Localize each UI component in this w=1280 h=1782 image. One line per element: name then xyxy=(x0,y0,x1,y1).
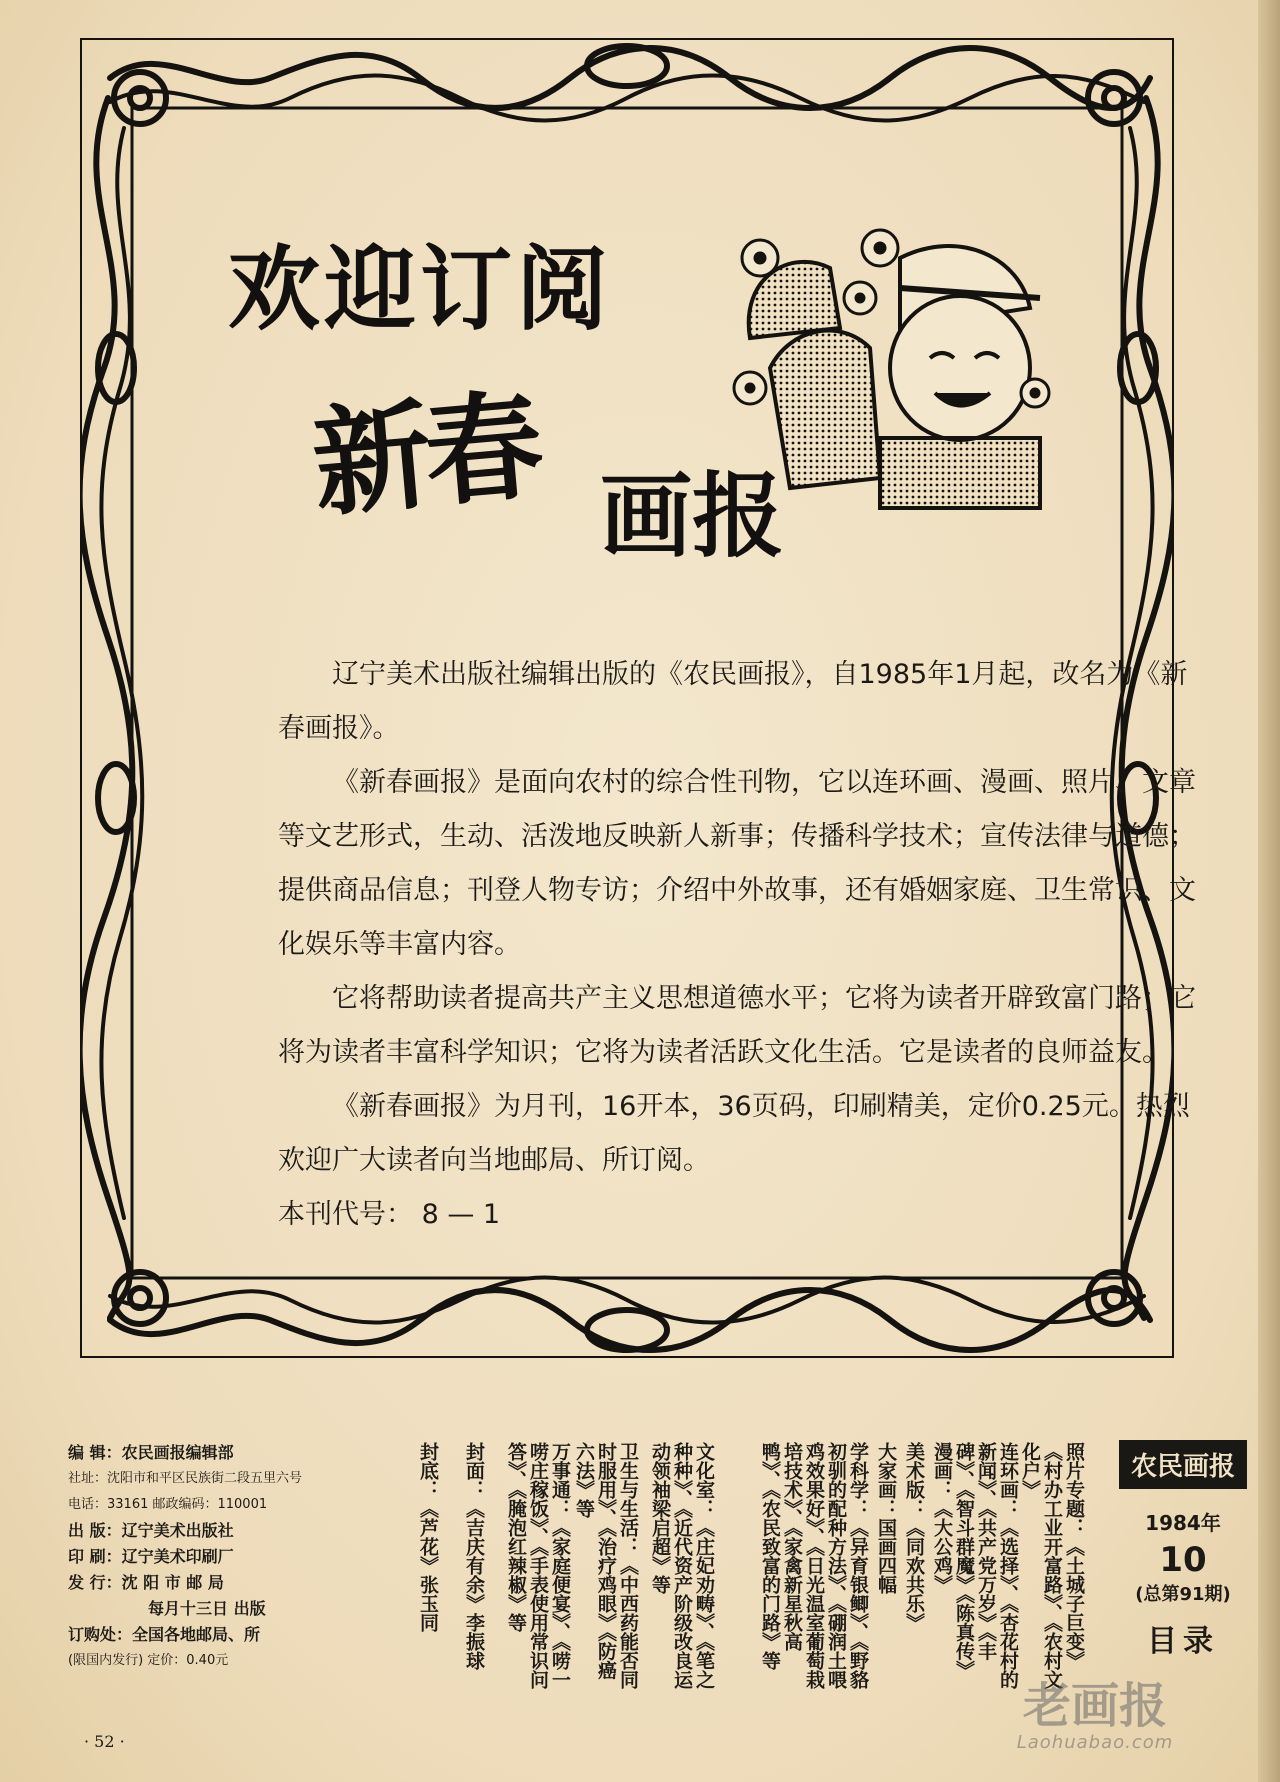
distributor-line: 发 行：沈 阳 市 邮 局 xyxy=(68,1573,224,1592)
watermark xyxy=(960,1680,1230,1753)
toc-label: 目录 xyxy=(1147,1624,1219,1659)
issue-block xyxy=(1108,1440,1258,1660)
issue-number: 10 xyxy=(1159,1540,1207,1580)
ad-title-welcome: 欢迎订阅 xyxy=(228,236,613,343)
order-line: 订购处：全国各地邮局、所 xyxy=(68,1625,261,1644)
toc-column: 卫生与生活：《中西药能否同时服用》、《治疗鸡眼》《防癌六法》等 xyxy=(573,1442,639,1689)
ad-paragraph: 《新春画报》为月刊，16开本，36页码，印刷精美，定价0.25元。热烈欢迎广大读者向当地邮局、所订阅。 xyxy=(278,1091,1190,1176)
address-line: 社址：沈阳市和平区民族街二段五里六号 xyxy=(68,1471,303,1486)
masthead-info xyxy=(68,1440,398,1674)
toc-column: 美术版：《同欢共乐》 xyxy=(903,1442,925,1632)
toc-column: 大家画：国画四幅 xyxy=(875,1442,897,1594)
farmer-mascot-illustration xyxy=(730,218,1060,518)
watermark-url: Laohuabao.com xyxy=(1016,1732,1174,1753)
ad-publication-code: 本刊代号： 8 — 1 xyxy=(278,1199,501,1230)
toc-column: 连环画：《选择》、《杏花村的新闻》、《共产党万岁》《丰碑》、《智斗群魔》《陈真传》 xyxy=(953,1442,1019,1689)
phone-line: 电话：33161 邮政编码：110001 xyxy=(68,1497,268,1512)
ad-paragraph: 它将帮助读者提高共产主义思想道德水平；它将为读者开辟致富门路；它将为读者丰富科学知识；它将为读者活跃文化生活。它是读者的良师益友。 xyxy=(278,983,1196,1068)
toc-column: 封面：《吉庆有余》李振球 xyxy=(463,1442,485,1670)
table-of-contents xyxy=(395,1442,1085,1692)
subscription-ad xyxy=(80,38,1196,1358)
page-edge xyxy=(1258,0,1280,1782)
toc-column: 学科学：《异育银鲫》、《野貉初驯的配种方法》、《硼润土喂鸡效果好》、《日光温室葡萄栽培技术》、《家禽新星秋高鸭》、《农民致富的门路》等 xyxy=(759,1442,869,1689)
price-line: (限国内发行) 定价：0.40元 xyxy=(68,1653,229,1668)
issue-year: 1984年 xyxy=(1145,1511,1221,1535)
toc-column: 文化室：《庄妃劝畴》、《笔之种种》、《近代资产阶级改良运动领袖梁启超》等 xyxy=(649,1442,715,1689)
toc-column: 漫画：《大公鸡》 xyxy=(931,1442,953,1594)
ad-body-text xyxy=(278,648,1208,1242)
printer-line: 印 刷：辽宁美术印刷厂 xyxy=(68,1547,234,1566)
watermark-logo: 老画报 xyxy=(1022,1678,1167,1734)
schedule-line: 每月十三日 出版 xyxy=(148,1599,266,1618)
ad-paragraph: 辽宁美术出版社编辑出版的《农民画报》，自1985年1月起，改名为《新春画报》。 xyxy=(278,659,1188,744)
issue-total: (总第91期) xyxy=(1135,1584,1231,1605)
toc-column: 照片专题：《土城子巨变》《村办工业开富路》、《农村文化户》 xyxy=(1019,1442,1085,1689)
toc-column: 万事通：《家庭便宴》、《唠一唠庄稼饭》、《手表使用常识问答》、《腌泡红辣椒》等 xyxy=(505,1442,571,1689)
page-number: · 52 · xyxy=(84,1732,125,1751)
ad-title-xinchun: 新春 xyxy=(307,375,543,534)
brand-logo: 农民画报 xyxy=(1119,1440,1247,1489)
ad-title-huabao: 画报 xyxy=(600,463,785,570)
editor-line: 编 辑：农民画报编辑部 xyxy=(68,1443,234,1462)
toc-column: 封底：《芦花》张玉同 xyxy=(417,1442,439,1632)
publisher-line: 出 版：辽宁美术出版社 xyxy=(68,1521,234,1540)
ad-paragraph: 《新春画报》是面向农村的综合性刊物，它以连环画、漫画、照片、文章等文艺形式，生动、活泼地反映新人新事；传播科学技术；宣传法律与道德；提供商品信息；刊登人物专访；介绍中外故事，还有婚姻家庭、卫生常识、文化娱乐等丰富内容。 xyxy=(278,767,1196,960)
